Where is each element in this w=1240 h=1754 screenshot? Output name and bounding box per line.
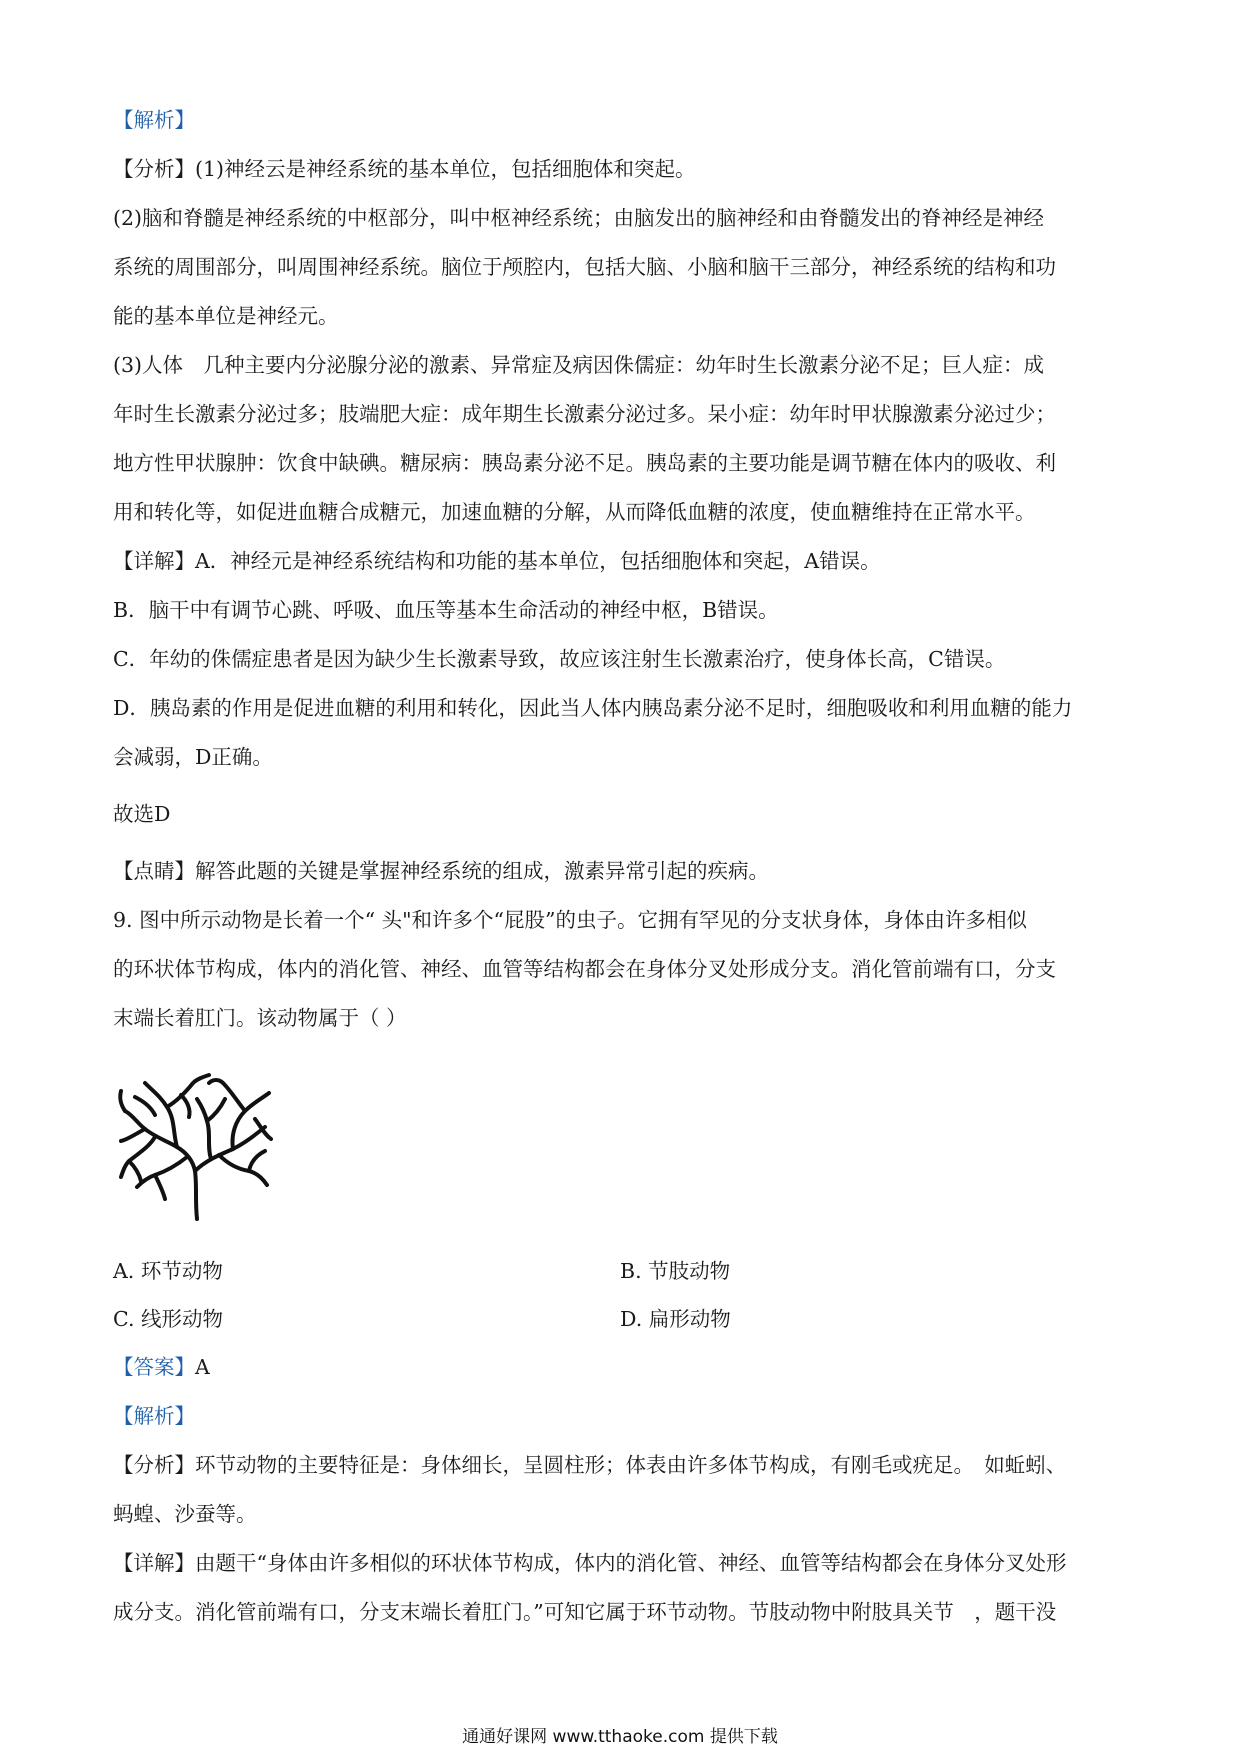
jiexi-heading: 【解析】: [113, 108, 195, 132]
question-stem-line: 末端长着肛门。该动物属于（ ）: [113, 1006, 407, 1030]
branching-worm-illustration: [115, 1071, 275, 1221]
answer-value: A: [195, 1355, 210, 1379]
answer-options: [113, 1247, 1133, 1343]
xiangjie-label: 【详解】: [113, 1551, 195, 1575]
page-footer: 通通好课网 www.tthaoke.com 提供下载: [462, 1727, 778, 1747]
dianjing-label: 【点睛】: [113, 859, 195, 883]
dianjing-paragraph: [113, 847, 1133, 896]
option-d: D. 扁形动物: [620, 1307, 731, 1331]
answer-choice-line: 故选D: [113, 802, 171, 826]
fenxi-line: (3)人体 几种主要内分泌腺分泌的激素、异常症及病因侏儒症：幼年时生长激素分泌不足；巨人症：成: [113, 353, 1045, 377]
fenxi-label: 【分析】: [113, 157, 195, 181]
question-stem-line: 9. 图中所示动物是长着一个“ 头"和许多个“屁股”的虫子。它拥有罕见的分支状身体，身体由许多相似: [113, 908, 1027, 932]
fenxi-paragraph: [113, 1441, 1133, 1490]
fenxi-line: 蚂蝗、沙蚕等。: [113, 1502, 257, 1526]
xiangjie-line: B．脑干中有调节心跳、呼吸、血压等基本生命活动的神经中枢，B错误。: [113, 598, 779, 622]
fenxi-line: 系统的周围部分，叫周围神经系统。脑位于颅腔内，包括大脑、小脑和脑干三部分，神经系统的结构和功: [113, 255, 1056, 279]
option-b: B. 节肢动物: [620, 1259, 731, 1283]
dianjing-text: 解答此题的关键是掌握神经系统的组成，激素异常引起的疾病。: [195, 859, 769, 883]
answer-label: 【答案】: [113, 1355, 195, 1379]
question-stem-line: 的环状体节构成，体内的消化管、神经、血管等结构都会在身体分叉处形成分支。消化管前端有口，分支: [113, 957, 1056, 981]
jiexi-heading: 【解析】: [113, 1404, 195, 1428]
fenxi-line: (1)神经云是神经系统的基本单位，包括细胞体和突起。: [195, 157, 696, 181]
fenxi-paragraph: [113, 145, 1133, 194]
xiangjie-line: 由题干“身体由许多相似的环状体节构成，体内的消化管、神经、血管等结构都会在身体分叉处形: [195, 1551, 1067, 1575]
xiangjie-line: 成分支。消化管前端有口，分支末端长着肛门。”可知它属于环节动物。节肢动物中附肢具关节 ，题干没: [113, 1600, 1057, 1624]
fenxi-line: 环节动物的主要特征是：身体细长，呈圆柱形；体表由许多体节构成，有刚毛或疣足。 如蚯蚓、: [195, 1453, 1067, 1477]
xiangjie-line: C．年幼的侏儒症患者是因为缺少生长激素导致，故应该注射生长激素治疗，使身体长高，C错误。: [113, 647, 1006, 671]
option-a: A. 环节动物: [113, 1259, 223, 1283]
fenxi-label: 【分析】: [113, 1453, 195, 1477]
xiangjie-label: 【详解】: [113, 549, 195, 573]
option-c: C. 线形动物: [113, 1307, 223, 1331]
xiangjie-line: A．神经元是神经系统结构和功能的基本单位，包括细胞体和突起，A错误。: [195, 549, 881, 573]
xiangjie-line: D．胰岛素的作用是促进血糖的利用和转化，因此当人体内胰岛素分泌不足时，细胞吸收和利用血糖的能力: [113, 696, 1073, 720]
document-body: [113, 96, 1133, 1637]
fenxi-line: 年时生长激素分泌过多；肢端肥大症：成年期生长激素分泌过多。呆小症：幼年时甲状腺激素分泌过少；: [113, 402, 1056, 426]
xiangjie-paragraph: [113, 1539, 1133, 1588]
xiangjie-line: 会减弱，D正确。: [113, 745, 273, 769]
fenxi-line: 能的基本单位是神经元。: [113, 304, 339, 328]
fenxi-line: 用和转化等，如促进血糖合成糖元，加速血糖的分解，从而降低血糖的浓度，使血糖维持在正常水平。: [113, 500, 1036, 524]
fenxi-line: (2)脑和脊髓是神经系统的中枢部分，叫中枢神经系统；由脑发出的脑神经和由脊髓发出的脊神经是神经: [113, 206, 1045, 230]
xiangjie-paragraph: [113, 537, 1133, 586]
answer-line: [113, 1343, 1133, 1392]
fenxi-line: 地方性甲状腺肿：饮食中缺碘。糖尿病：胰岛素分泌不足。胰岛素的主要功能是调节糖在体内的吸收、利: [113, 451, 1056, 475]
